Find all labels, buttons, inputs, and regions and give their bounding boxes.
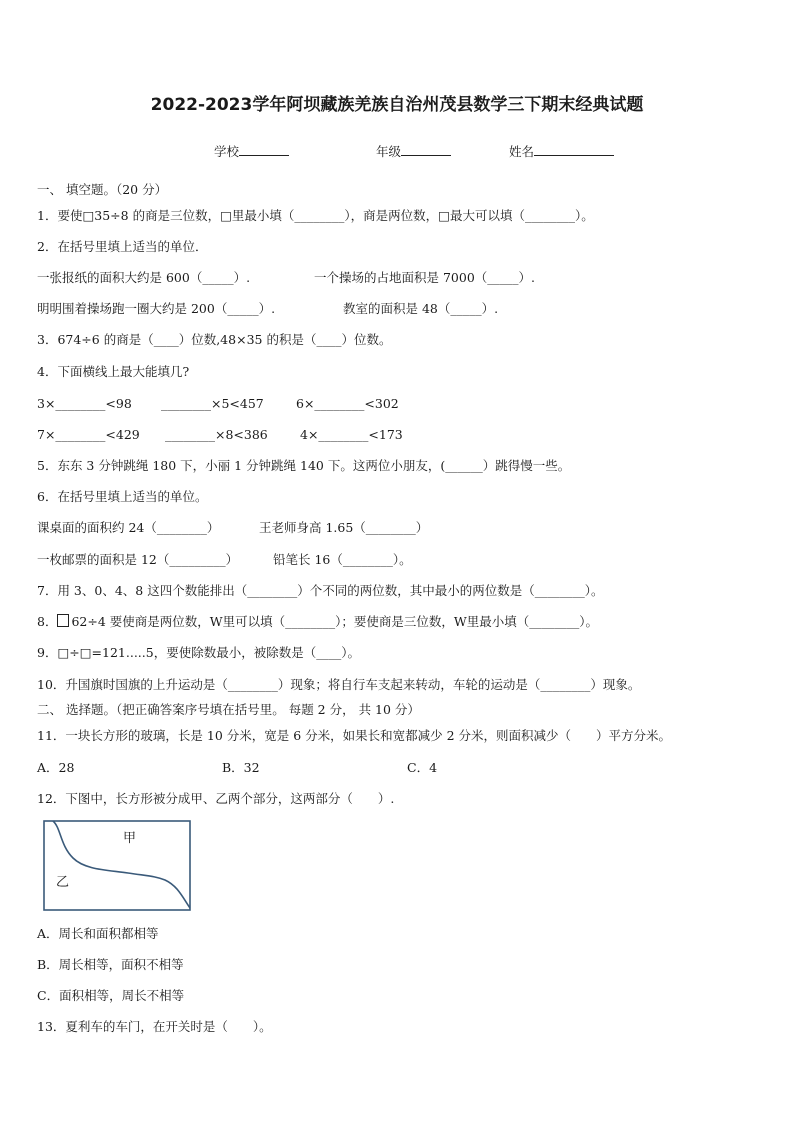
question-12: 12．下图中，长方形被分成甲、乙两个部分，这两部分（ ）. — [37, 791, 395, 806]
school-label: 学校 — [214, 144, 240, 159]
question-8 — [37, 614, 598, 630]
question-2d: 教室的面积是 48（_____）. — [343, 301, 499, 316]
grade-blank[interactable] — [401, 143, 451, 156]
question-6a: 课桌面的面积约 24（________） — [37, 520, 220, 535]
question-4a: 3×________<98 — [37, 396, 132, 411]
question-6d: 铅笔长 16（________）。 — [273, 552, 412, 567]
name-field — [509, 142, 614, 160]
question-6c: 一枚邮票的面积是 12（_________） — [37, 552, 239, 567]
question-12-option-b: B．周长相等，面积不相等 — [37, 957, 184, 972]
question-10: 10．升国旗时国旗的上升运动是（________）现象；将自行车支起来转动，车轮的运动是（________）现象。 — [37, 677, 641, 692]
label-yi: 乙 — [56, 875, 70, 890]
question-13: 13．夏利车的车门，在开关时是（ ）。 — [37, 1019, 272, 1034]
question-7: 7．用 3、0、4、8 这四个数能排出（________）个不同的两位数，其中最小的两位数是（________）。 — [37, 583, 604, 598]
question-6b: 王老师身高 1.65（________） — [259, 520, 429, 535]
question-5: 5．东东 3 分钟跳绳 180 下，小丽 1 分钟跳绳 140 下。这两位小朋友，(______）跳得慢一些。 — [37, 458, 571, 473]
question-11: 11．一块长方形的玻璃，长是 10 分米，宽是 6 分米，如果长和宽都减少 2 分米，则面积减少（ ）平方分米。 — [37, 728, 672, 743]
school-blank[interactable] — [239, 143, 289, 156]
question-4c: 6×________<302 — [296, 396, 399, 411]
figure-rectangle — [44, 821, 190, 910]
question-3: 3．674÷6 的商是（____）位数,48×35 的积是（____）位数。 — [37, 332, 392, 347]
question-12-option-a: A．周长和面积都相等 — [37, 926, 159, 941]
name-blank[interactable] — [534, 143, 614, 156]
question-1: 1．要使□35÷8 的商是三位数，□里最小填（________），商是两位数，□最大可以填（________）。 — [37, 208, 594, 223]
section-1-heading: 一、 填空题。（20 分） — [37, 182, 168, 197]
question-4f: 4×________<173 — [300, 427, 403, 442]
dividing-curve — [53, 821, 190, 908]
page-title: 2022-2023学年阿坝藏族羌族自治州茂县数学三下期末经典试题 — [150, 95, 644, 115]
question-4d: 7×________<429 — [37, 427, 140, 442]
name-label: 姓名 — [509, 144, 535, 159]
question-11-option-c: C．4 — [407, 760, 438, 775]
question-11-option-b: B．32 — [222, 760, 260, 775]
question-2a: 一张报纸的面积大约是 600（_____）. — [37, 270, 251, 285]
grade-label: 年级 — [376, 144, 402, 159]
question-11-option-a: A．28 — [37, 760, 75, 775]
question-9: 9．□÷□=121.....5，要使除数最小，被除数是（____）。 — [37, 645, 360, 660]
square-box-icon — [57, 614, 69, 627]
grade-field — [376, 142, 451, 160]
question-2b: 一个操场的占地面积是 7000（_____）. — [314, 270, 536, 285]
question-2c: 明明围着操场跑一圈大约是 200（_____）. — [37, 301, 276, 316]
question-2: 2．在括号里填上适当的单位． — [37, 239, 208, 254]
question-8-number: 8． — [37, 614, 58, 629]
question-8-text: 62÷4 要使商是两位数，W里可以填（________）；要使商是三位数，W里最小填（________）。 — [71, 614, 598, 629]
rectangle-divided-figure — [43, 820, 193, 913]
question-4: 4．下面横线上最大能填几? — [37, 364, 190, 379]
label-jia: 甲 — [123, 831, 137, 846]
question-12-option-c: C．面积相等，周长不相等 — [37, 988, 185, 1003]
school-field — [214, 142, 289, 160]
question-4e: ________×8<386 — [165, 427, 268, 442]
question-4b: ________×5<457 — [161, 396, 264, 411]
question-6: 6．在括号里填上适当的单位。 — [37, 489, 208, 504]
section-2-heading: 二、 选择题。（把正确答案序号填在括号里。 每题 2 分， 共 10 分） — [37, 702, 420, 717]
